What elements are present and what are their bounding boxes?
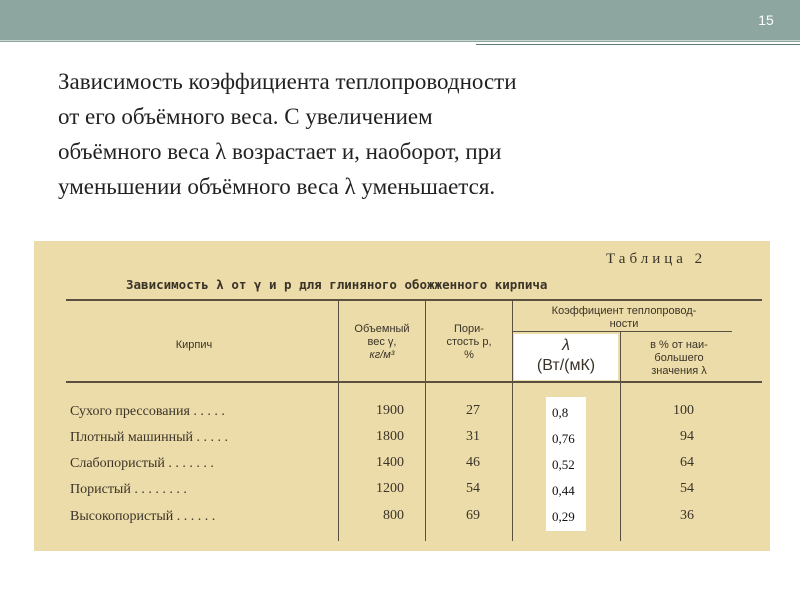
header-percent [624,339,734,378]
header-lambda-unit: (Вт/(мК) [536,357,596,374]
heading-line: от его объёмного веса. С увеличением [58,104,433,129]
header-brick: Кирпич [175,339,213,351]
header-porosity-line: Пори- [454,323,484,335]
table-cell-porosity: 69 [466,508,480,523]
table-row-name: Слабопористый . . . . . . . [70,456,214,471]
header-density-line: вес γ, [367,336,397,348]
table-cell-density: 1200 [376,481,404,496]
table-cell-lambda: 0,52 [552,457,575,472]
table-cell-lambda: 0,8 [552,405,569,420]
table-cell-percent: 36 [680,508,694,523]
table-cell-percent: 54 [680,481,694,496]
top-divider [0,41,800,42]
header-porosity [427,323,511,362]
header-percent-line: в % от наи- [650,339,708,351]
heading-line: объёмного веса λ возрастает и, наоборот, при [58,139,502,164]
table-cell-percent: 100 [673,403,694,418]
table-cell-lambda: 0,44 [552,483,575,498]
table-cell-porosity: 46 [466,455,480,470]
table-row-name: Плотный машинный . . . . . [70,430,229,445]
table-cell-density: 1900 [376,403,404,418]
table-row-name: Пористый . . . . . . . . [70,482,187,497]
header-density-line: кг/м³ [369,349,395,361]
heading-line: уменьшении объёмного веса λ уменьшается. [58,174,496,199]
col-divider [620,331,621,541]
table-row-name: Высокопористый . . . . . . [70,509,216,524]
table-label: Таблица 2 [606,251,707,267]
table-cell-percent: 94 [680,429,694,444]
header-density-line: Объемный [354,323,410,335]
header-bottom-rule [66,381,762,383]
col-divider [425,301,426,541]
top-bar [0,0,800,42]
table-cell-percent: 64 [680,455,694,470]
table-cell-lambda: 0,76 [552,431,575,446]
table-cell-porosity: 27 [466,403,480,418]
table-cell-porosity: 54 [466,481,480,496]
header-lambda-symbol: λ [562,337,570,354]
header-density [340,323,424,362]
slide-number: 15 [758,12,774,28]
header-lambda [514,336,618,376]
table-top-rule [66,299,762,301]
table-row-name: Сухого прессования . . . . . [70,404,225,419]
col-divider [338,301,339,541]
table-cell-density: 800 [383,508,404,523]
header-porosity-line: стость p, [446,336,492,348]
header-porosity-line: % [464,349,474,361]
header-coef-line: Коэффициент теплопровод- [551,305,697,317]
header-percent-line: большего [654,352,704,364]
table-cell-density: 1800 [376,429,404,444]
accent-line [476,44,800,45]
coef-header-rule [512,331,732,332]
col-divider [512,301,513,541]
heading-line: Зависимость коэффициента теплопроводности [58,69,517,94]
header-percent-line: значения λ [651,365,707,377]
table-cell-porosity: 31 [466,429,480,444]
table-scan-image [34,241,770,551]
table-cell-lambda: 0,29 [552,509,575,524]
table-cell-density: 1400 [376,455,404,470]
header-coefficient [514,305,734,331]
slide-heading [58,64,778,204]
header-coef-line: ности [609,318,639,330]
table-title: Зависимость λ от γ и p для глиняного обожженного кирпича [126,277,548,292]
